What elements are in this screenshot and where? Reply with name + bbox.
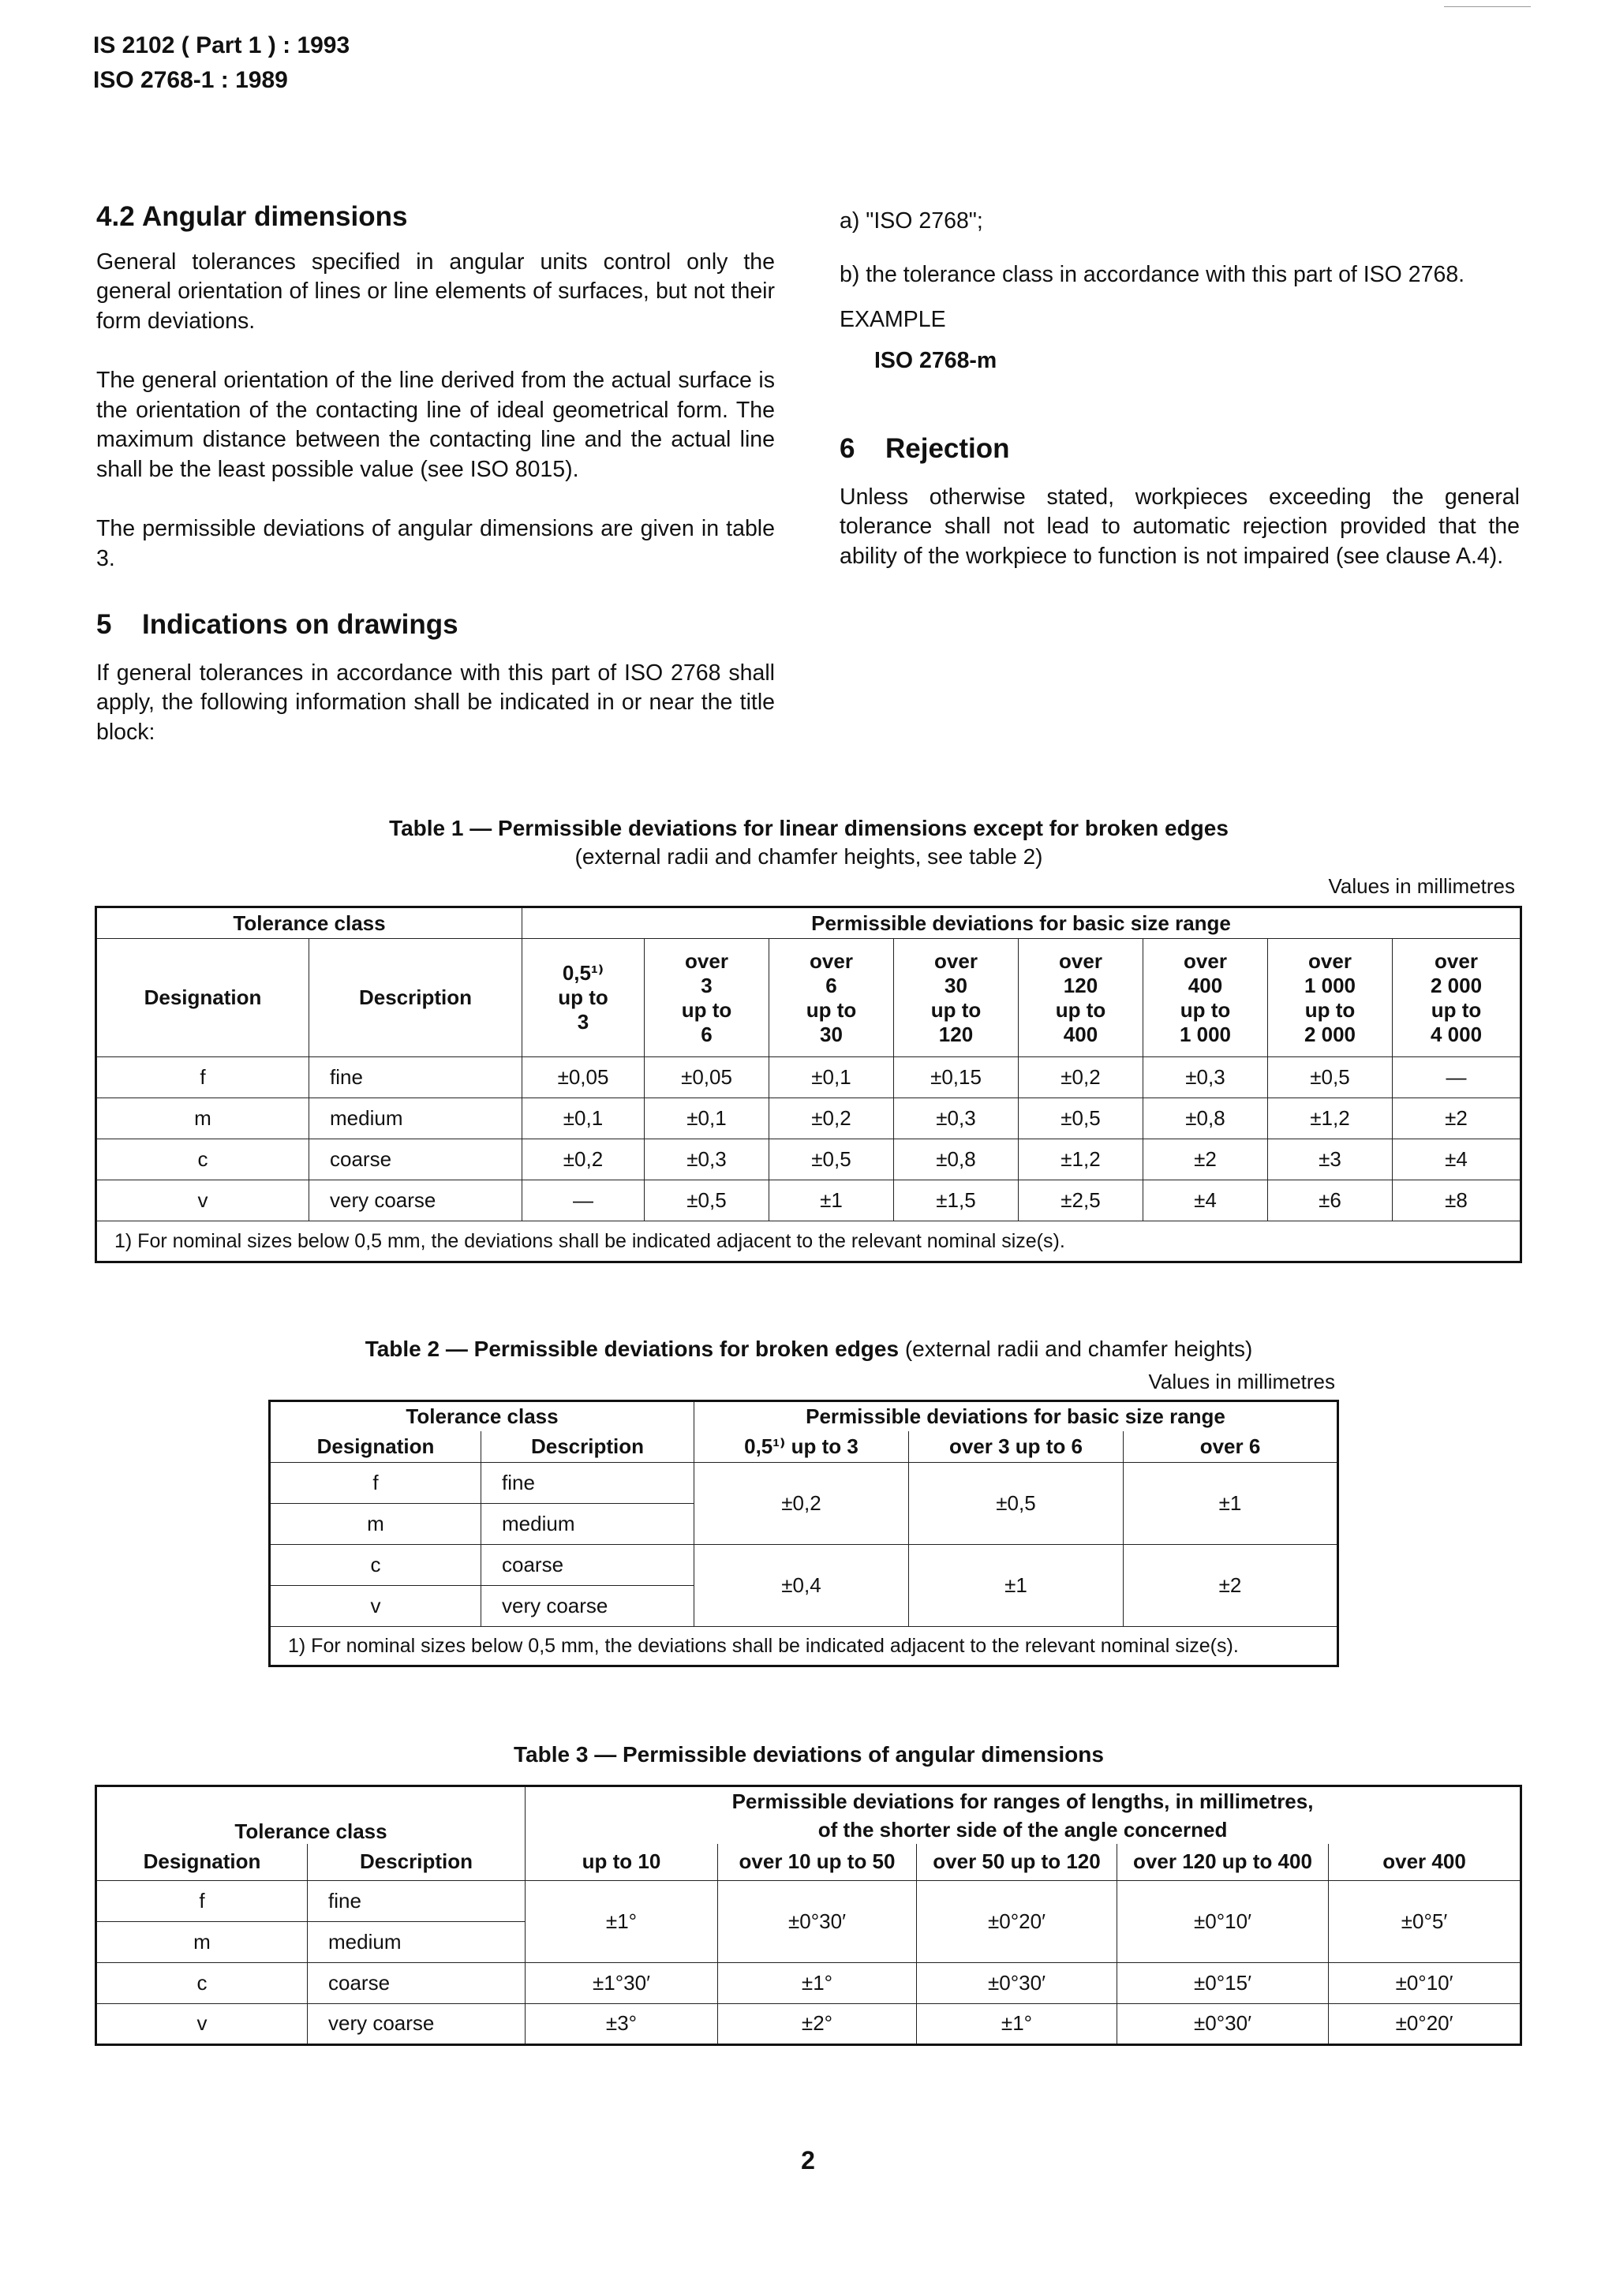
table-cell: up to bbox=[806, 997, 857, 1022]
table-cell: ±0,2 bbox=[769, 1098, 894, 1139]
table-cell: ±0,3 bbox=[645, 1139, 769, 1180]
table-1-col-6 bbox=[1143, 939, 1268, 1057]
table-cell: ±0°10′ bbox=[1329, 1962, 1521, 2003]
standard-number-iso: ISO 2768-1 : 1989 bbox=[93, 67, 288, 93]
table-1-col-3 bbox=[769, 939, 894, 1057]
table-1-units: Values in millimetres bbox=[1328, 874, 1515, 898]
table-cell: over bbox=[1308, 948, 1352, 973]
table-cell: ±2° bbox=[718, 2003, 917, 2044]
table-cell: ±0°15′ bbox=[1117, 1962, 1329, 2003]
table-cell: 30 bbox=[820, 1022, 843, 1046]
table-1-caption-sub: (external radii and chamfer heights, see table 2) bbox=[574, 844, 1043, 869]
table-cell: up to bbox=[1304, 997, 1356, 1022]
table-3-caption-title: Permissible deviations of angular dimensions bbox=[623, 1742, 1104, 1767]
table-1 bbox=[95, 906, 1522, 1263]
table-cell: ±0,2 bbox=[1019, 1057, 1143, 1098]
table-cell: ±0,8 bbox=[894, 1139, 1019, 1180]
table-cell: ±4 bbox=[1143, 1180, 1268, 1221]
table-2-col-2: over 3 up to 6 bbox=[909, 1431, 1124, 1463]
table-cell: ±0,05 bbox=[645, 1057, 769, 1098]
list-item-b: b) the tolerance class in accordance with this part of ISO 2768. bbox=[840, 261, 1465, 287]
table-cell: ±0,1 bbox=[522, 1098, 645, 1139]
section-4-2-heading: 4.2 Angular dimensions bbox=[96, 201, 408, 232]
table-cell: ±0,2 bbox=[694, 1463, 909, 1545]
table-cell: ±4 bbox=[1393, 1139, 1521, 1180]
table-cell: 2 000 bbox=[1304, 1022, 1356, 1046]
table-cell: ±1,5 bbox=[894, 1180, 1019, 1221]
table-cell: 400 bbox=[1188, 973, 1223, 997]
table-cell: ±1 bbox=[769, 1180, 894, 1221]
table-cell: ±0,5 bbox=[1019, 1098, 1143, 1139]
table-cell: ±2,5 bbox=[1019, 1180, 1143, 1221]
table-2-caption bbox=[95, 1335, 1523, 1363]
table-1-tolerance-class-header: Tolerance class bbox=[96, 907, 522, 939]
table-cell: ±0,5 bbox=[1268, 1057, 1393, 1098]
table-cell: ±1° bbox=[917, 2003, 1117, 2044]
example-value: ISO 2768-m bbox=[874, 347, 997, 373]
table-cell: up to bbox=[1180, 997, 1231, 1022]
table-cell: — bbox=[522, 1180, 645, 1221]
table-row: c coarse ±0,2 ±0,3 ±0,5 ±0,8 ±1,2 ±2 ±3 ±4 bbox=[96, 1139, 1521, 1180]
table-cell: up to bbox=[1055, 997, 1106, 1022]
table-row: v very coarse — ±0,5 ±1 ±1,5 ±2,5 ±4 ±6 ±8 bbox=[96, 1180, 1521, 1221]
section-4-2-paragraph-1: General tolerances specified in angular units control only the general orientation of lines or line elements of surfaces, but not their form deviations. bbox=[96, 249, 775, 334]
table-cell: over bbox=[685, 948, 728, 973]
table-cell: 3 bbox=[701, 973, 713, 997]
table-cell: ±0,3 bbox=[894, 1098, 1019, 1139]
table-cell: ±0,5 bbox=[909, 1463, 1124, 1545]
document-header bbox=[93, 28, 350, 98]
table-1-caption bbox=[95, 814, 1523, 871]
table-cell: ±1,2 bbox=[1019, 1139, 1143, 1180]
table-cell: ±3 bbox=[1268, 1139, 1393, 1180]
table-cell: 4 000 bbox=[1430, 1022, 1483, 1046]
table-2-tolerance-class-header: Tolerance class bbox=[270, 1401, 694, 1431]
table-cell: 400 bbox=[1063, 1022, 1098, 1046]
table-cell: over bbox=[1435, 948, 1478, 973]
table-cell: — bbox=[1393, 1057, 1521, 1098]
table-2 bbox=[268, 1400, 1339, 1667]
table-cell: 3 bbox=[577, 1010, 589, 1034]
table-cell: ±0,15 bbox=[894, 1057, 1019, 1098]
table-cell: ±0,5 bbox=[769, 1139, 894, 1180]
table-cell: over bbox=[810, 948, 853, 973]
table-cell: ±3° bbox=[526, 2003, 718, 2044]
table-cell: over bbox=[934, 948, 978, 973]
table-cell: 1 000 bbox=[1179, 1022, 1232, 1046]
table-1-col-1 bbox=[522, 939, 645, 1057]
table-cell: 6 bbox=[701, 1022, 713, 1046]
table-row: f fine ±0,05 ±0,05 ±0,1 ±0,15 ±0,2 ±0,3 ±0,5 — bbox=[96, 1057, 1521, 1098]
table-2-designation-header: Designation bbox=[270, 1431, 481, 1463]
table-cell: ±1 bbox=[909, 1545, 1124, 1627]
table-row: m medium ±0,1 ±0,1 ±0,2 ±0,3 ±0,5 ±0,8 ±1,2 ±2 bbox=[96, 1098, 1521, 1139]
table-3-designation-header: Designation bbox=[96, 1844, 308, 1880]
table-2-caption-sub: (external radii and chamfer heights) bbox=[904, 1337, 1253, 1361]
table-cell: ±0,1 bbox=[645, 1098, 769, 1139]
section-6-heading: 6 Rejection bbox=[840, 433, 1010, 464]
table-cell: up to bbox=[1431, 997, 1482, 1022]
standard-number-is: IS 2102 ( Part 1 ) : 1993 bbox=[93, 32, 350, 58]
table-cell: ±1° bbox=[718, 1962, 917, 2003]
table-2-col-3: over 6 bbox=[1124, 1431, 1338, 1463]
table-3-range-header-line-2: of the shorter side of the angle concerned bbox=[817, 1818, 1228, 1842]
table-1-caption-prefix: Table 1 — bbox=[389, 816, 492, 840]
table-cell: ±0°20′ bbox=[917, 1880, 1117, 1962]
table-cell: ±0,4 bbox=[694, 1545, 909, 1627]
table-1-description-header: Description bbox=[309, 939, 522, 1057]
table-cell: ±2 bbox=[1393, 1098, 1521, 1139]
section-4-2-paragraph-2: The general orientation of the line derived from the actual surface is the orientation of the contacting line of ideal geometrical form. The maximum distance between the contacting line and the actual line shall be the least possible value (see ISO 8015). bbox=[96, 368, 775, 482]
table-1-col-4 bbox=[894, 939, 1019, 1057]
table-cell: ±0°20′ bbox=[1329, 2003, 1521, 2044]
table-cell: up to bbox=[681, 997, 732, 1022]
table-2-col-1: 0,5¹⁾ up to 3 bbox=[694, 1431, 909, 1463]
table-cell: ±0,8 bbox=[1143, 1098, 1268, 1139]
page-number: 2 bbox=[801, 2146, 815, 2174]
table-3-col-4: over 120 up to 400 bbox=[1117, 1844, 1329, 1880]
table-row: v very coarse ±3° ±2° ±1° ±0°30′ ±0°20′ bbox=[96, 2003, 1521, 2044]
table-cell: over bbox=[1184, 948, 1227, 973]
table-2-units: Values in millimetres bbox=[1148, 1370, 1335, 1393]
table-cell: 2 000 bbox=[1430, 973, 1483, 997]
table-cell: ±0°30′ bbox=[1117, 2003, 1329, 2044]
table-cell: ±0,05 bbox=[522, 1057, 645, 1098]
table-3-col-2: over 10 up to 50 bbox=[718, 1844, 917, 1880]
table-cell: ±1°30′ bbox=[526, 1962, 718, 2003]
table-3-caption-prefix: Table 3 — bbox=[514, 1742, 617, 1767]
table-cell: over bbox=[1059, 948, 1102, 973]
section-5-heading: 5 Indications on drawings bbox=[96, 609, 458, 640]
table-cell: ±0°5′ bbox=[1329, 1880, 1521, 1962]
table-row: f fine ±1° ±0°30′ ±0°20′ ±0°10′ ±0°5′ bbox=[96, 1880, 1521, 1921]
table-1-col-7 bbox=[1268, 939, 1393, 1057]
table-cell: 1 000 bbox=[1304, 973, 1356, 997]
table-cell: ±2 bbox=[1143, 1139, 1268, 1180]
table-row: m medium bbox=[270, 1504, 1338, 1545]
table-row: v very coarse bbox=[270, 1586, 1338, 1627]
right-column bbox=[840, 207, 1520, 601]
table-cell: ±0,1 bbox=[769, 1057, 894, 1098]
table-row: m medium bbox=[96, 1921, 1521, 1962]
table-cell: 30 bbox=[945, 973, 967, 997]
table-2-range-header: Permissible deviations for basic size range bbox=[694, 1401, 1338, 1431]
table-2-description-header: Description bbox=[481, 1431, 694, 1463]
table-1-caption-title: Permissible deviations for linear dimensions except for broken edges bbox=[498, 816, 1229, 840]
top-edge-rule bbox=[1444, 6, 1531, 7]
table-3-col-3: over 50 up to 120 bbox=[917, 1844, 1117, 1880]
table-1-col-2 bbox=[645, 939, 769, 1057]
table-2-caption-prefix: Table 2 — bbox=[365, 1337, 468, 1361]
table-cell: ±6 bbox=[1268, 1180, 1393, 1221]
table-1-column-header-row bbox=[96, 939, 1521, 1057]
table-3-col-1: up to 10 bbox=[526, 1844, 718, 1880]
table-cell: ±0°30′ bbox=[917, 1962, 1117, 2003]
section-6-paragraph-1: Unless otherwise stated, workpieces exceeding the general tolerance shall not lead to automatic rejection provided that the ability of the workpiece to function is not impaired (see clause A.4). bbox=[840, 484, 1520, 569]
table-1-footnote: 1) For nominal sizes below 0,5 mm, the deviations shall be indicated adjacent to the relevant nominal size(s). bbox=[96, 1221, 1521, 1262]
table-cell: 120 bbox=[1063, 973, 1098, 997]
table-2-caption-title: Permissible deviations for broken edges bbox=[473, 1337, 900, 1361]
table-cell: ±1 bbox=[1124, 1463, 1338, 1545]
left-column bbox=[96, 202, 775, 777]
table-cell: 120 bbox=[938, 1022, 974, 1046]
table-3-description-header: Description bbox=[308, 1844, 526, 1880]
table-cell: ±8 bbox=[1393, 1180, 1521, 1221]
table-cell: up to bbox=[930, 997, 982, 1022]
table-cell: ±0,3 bbox=[1143, 1057, 1268, 1098]
table-1-range-header: Permissible deviations for basic size range bbox=[522, 907, 1521, 939]
table-cell: ±2 bbox=[1124, 1545, 1338, 1627]
table-cell: ±0,2 bbox=[522, 1139, 645, 1180]
table-cell: ±0,5 bbox=[645, 1180, 769, 1221]
section-4-2-paragraph-3: The permissible deviations of angular dimensions are given in table 3. bbox=[96, 516, 775, 571]
table-2-footnote: 1) For nominal sizes below 0,5 mm, the deviations shall be indicated adjacent to the relevant nominal size(s). bbox=[270, 1627, 1338, 1666]
table-row: c coarse ±1°30′ ±1° ±0°30′ ±0°15′ ±0°10′ bbox=[96, 1962, 1521, 2003]
table-3-col-5: over 400 bbox=[1329, 1844, 1521, 1880]
table-3-range-header-line-1: Permissible deviations for ranges of lengths, in millimetres, bbox=[731, 1789, 1314, 1813]
example-label: EXAMPLE bbox=[840, 307, 946, 332]
table-row: c coarse ±0,4 ±1 ±2 bbox=[270, 1545, 1338, 1586]
table-3 bbox=[95, 1785, 1522, 2046]
table-cell: ±0°30′ bbox=[718, 1880, 917, 1962]
table-1-designation-header: Designation bbox=[96, 939, 309, 1057]
table-cell: ±1° bbox=[526, 1880, 718, 1962]
table-3-tolerance-class-header: Tolerance class bbox=[96, 1786, 526, 1845]
table-3-caption bbox=[95, 1741, 1523, 1769]
table-1-col-5 bbox=[1019, 939, 1143, 1057]
table-1-col-8 bbox=[1393, 939, 1521, 1057]
table-cell: ±1,2 bbox=[1268, 1098, 1393, 1139]
table-cell: up to bbox=[558, 985, 608, 1009]
list-item-a: a) "ISO 2768"; bbox=[840, 208, 983, 234]
table-3-range-header bbox=[526, 1786, 1521, 1845]
table-cell: ±0°10′ bbox=[1117, 1880, 1329, 1962]
section-5-paragraph-1: If general tolerances in accordance with this part of ISO 2768 shall apply, the following information shall be indicated in or near the title block: bbox=[96, 660, 775, 745]
table-row: f fine ±0,2 ±0,5 ±1 bbox=[270, 1463, 1338, 1504]
table-cell: 6 bbox=[825, 973, 837, 997]
table-cell: 0,5¹⁾ bbox=[562, 961, 604, 985]
